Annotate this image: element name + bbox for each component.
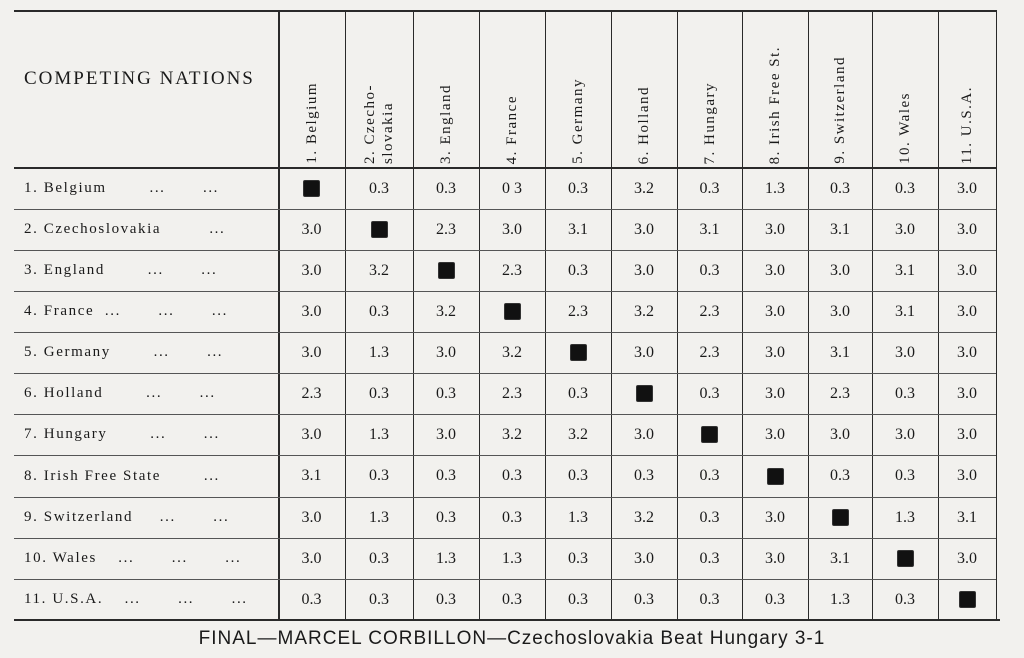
blocked-square-icon — [372, 222, 387, 237]
score-value: 3.0 — [765, 343, 785, 361]
column-header — [808, 14, 872, 164]
score-cell — [808, 373, 872, 414]
score-cell — [345, 291, 413, 332]
score-value: 3.2 — [568, 425, 588, 443]
score-cell — [938, 291, 996, 332]
score-cell — [808, 209, 872, 250]
score-cell — [938, 168, 996, 209]
score-cell — [545, 538, 611, 579]
row-label-text: 7. Hungary ... ... — [24, 426, 220, 442]
score-cell — [808, 250, 872, 291]
row-label-text: 10. Wales ... ... ... — [24, 550, 242, 566]
score-value: 3.0 — [634, 343, 654, 361]
score-cell — [345, 455, 413, 497]
score-value: 2.3 — [436, 220, 456, 238]
score-cell — [345, 579, 413, 620]
score-value: 1.3 — [895, 508, 915, 526]
score-value: 0.3 — [895, 179, 915, 197]
diagonal-cell — [872, 538, 938, 579]
score-value: 0.3 — [436, 590, 456, 608]
score-cell — [345, 373, 413, 414]
score-cell — [545, 455, 611, 497]
column-header — [545, 14, 611, 164]
score-value: 3.0 — [301, 343, 322, 361]
score-value: 3.0 — [301, 261, 322, 279]
diagonal-cell — [611, 373, 677, 414]
score-cell — [479, 538, 545, 579]
score-value: 0.3 — [830, 467, 850, 484]
score-value: 3.0 — [957, 384, 977, 402]
score-value: 3.0 — [634, 425, 654, 443]
final-result-caption: FINAL—MARCEL CORBILLON—Czechoslovakia Beat Hungary 3-1 — [198, 628, 826, 649]
score-cell — [742, 414, 808, 455]
score-cell — [545, 250, 611, 291]
blocked-square-icon — [833, 510, 848, 525]
column-header — [413, 14, 479, 164]
score-cell — [479, 373, 545, 414]
row-label — [24, 414, 276, 455]
row-label — [24, 332, 276, 373]
score-cell — [413, 579, 479, 620]
score-cell — [938, 250, 996, 291]
score-value: 1.3 — [502, 549, 522, 567]
score-cell — [872, 332, 938, 373]
score-value: 3.0 — [957, 220, 977, 238]
score-value: 0.3 — [369, 302, 389, 320]
diagonal-cell — [938, 579, 996, 620]
score-cell — [938, 414, 996, 455]
score-cell — [413, 414, 479, 455]
score-value: 0.3 — [369, 467, 389, 484]
score-value: 0.3 — [568, 179, 588, 197]
score-cell — [677, 455, 742, 497]
score-cell — [872, 455, 938, 497]
score-value: 3.0 — [957, 302, 977, 320]
score-cell — [345, 168, 413, 209]
column-header-label: 1. Belgium — [303, 82, 320, 164]
column-header — [872, 14, 938, 164]
score-cell — [545, 497, 611, 538]
column-header-label: 11. U.S.A. — [959, 85, 975, 164]
score-value: 3.0 — [895, 220, 915, 238]
score-value: 3.1 — [830, 343, 850, 361]
score-cell — [611, 209, 677, 250]
column-header — [938, 14, 996, 164]
score-value: 3.0 — [957, 467, 977, 484]
score-value: 3.2 — [634, 508, 654, 526]
competing-nations-heading: COMPETING NATIONS — [24, 68, 255, 89]
score-cell — [742, 332, 808, 373]
score-value: 3.0 — [895, 343, 915, 361]
score-value: 1.3 — [369, 343, 389, 361]
score-cell — [938, 373, 996, 414]
score-cell — [611, 414, 677, 455]
row-label — [24, 538, 276, 579]
score-cell — [345, 497, 413, 538]
score-value: 3.0 — [436, 343, 456, 361]
score-value: 0.3 — [436, 467, 456, 484]
score-cell — [479, 168, 545, 209]
score-cell — [413, 168, 479, 209]
score-value: 3.0 — [502, 220, 522, 238]
row-label — [24, 168, 276, 209]
score-cell — [677, 373, 742, 414]
row-label-text: 2. Czechoslovakia ... — [24, 221, 226, 237]
diagonal-cell — [345, 209, 413, 250]
score-value: 3.0 — [301, 549, 322, 567]
row-label — [24, 291, 276, 332]
score-cell — [938, 455, 996, 497]
score-cell — [611, 250, 677, 291]
score-cell — [677, 168, 742, 209]
blocked-square-icon — [768, 469, 783, 484]
column-header-label: 5. Germany — [570, 78, 586, 164]
score-value: 0.3 — [436, 508, 456, 526]
diagonal-cell — [742, 455, 808, 497]
score-cell — [278, 414, 345, 455]
score-cell — [278, 579, 345, 620]
diagonal-cell — [278, 168, 345, 209]
score-cell — [479, 455, 545, 497]
score-value: 3.0 — [634, 549, 654, 567]
score-cell — [611, 291, 677, 332]
score-value: 0.3 — [830, 179, 850, 197]
score-cell — [345, 414, 413, 455]
score-cell — [413, 332, 479, 373]
score-cell — [611, 455, 677, 497]
score-value: 0.3 — [895, 384, 915, 402]
score-value: 3.1 — [830, 549, 850, 567]
row-label-text: 5. Germany ... ... — [24, 344, 224, 360]
score-cell — [278, 209, 345, 250]
score-value: 0.3 — [369, 384, 389, 402]
score-value: 3.0 — [957, 343, 977, 361]
row-label-text: 6. Holland ... ... — [24, 385, 216, 401]
score-cell — [742, 538, 808, 579]
score-value: 3.0 — [765, 549, 785, 567]
score-value: 3.0 — [765, 384, 785, 402]
score-cell — [278, 332, 345, 373]
score-cell — [808, 414, 872, 455]
score-cell — [545, 168, 611, 209]
score-value: 0.3 — [568, 261, 588, 279]
score-cell — [413, 209, 479, 250]
score-cell — [872, 291, 938, 332]
score-cell — [938, 538, 996, 579]
score-value: 0.3 — [369, 590, 389, 608]
score-value: 0.3 — [699, 467, 720, 484]
score-value: 0.3 — [568, 467, 588, 484]
score-cell — [938, 332, 996, 373]
row-label — [24, 455, 276, 497]
score-cell — [742, 373, 808, 414]
score-value: 0.3 — [699, 590, 720, 608]
blocked-square-icon — [637, 386, 652, 401]
score-cell — [742, 497, 808, 538]
row-label-text: 11. U.S.A. ... ... ... — [24, 591, 248, 607]
row-label-text: 3. England ... ... — [24, 262, 218, 278]
score-cell — [808, 332, 872, 373]
score-cell — [611, 538, 677, 579]
score-value: 2.3 — [568, 302, 588, 320]
score-value: 0.3 — [765, 590, 785, 608]
score-cell — [808, 538, 872, 579]
score-cell — [278, 538, 345, 579]
score-value: 0.3 — [502, 590, 522, 608]
column-header — [677, 14, 742, 164]
column-header — [345, 14, 413, 164]
column-header-label: 2. Czecho- slovakia — [362, 84, 396, 164]
score-value: 0.3 — [369, 549, 389, 567]
score-cell — [677, 579, 742, 620]
score-cell — [677, 291, 742, 332]
column-header-label: 6. Holland — [636, 85, 652, 164]
score-value: 3.1 — [895, 261, 915, 279]
score-cell — [479, 332, 545, 373]
score-value: 2.3 — [502, 384, 522, 402]
score-value: 1.3 — [369, 508, 389, 526]
score-value: 3.0 — [436, 425, 456, 443]
score-value: 0.3 — [568, 384, 588, 402]
score-value: 3.2 — [502, 343, 522, 361]
row-label-text: 8. Irish Free State ... — [24, 467, 220, 484]
score-cell — [545, 373, 611, 414]
row-label — [24, 209, 276, 250]
score-value: 1.3 — [369, 425, 389, 443]
score-cell — [611, 168, 677, 209]
score-value: 2.3 — [301, 384, 322, 402]
score-cell — [545, 414, 611, 455]
blocked-square-icon — [960, 592, 975, 607]
score-cell — [808, 291, 872, 332]
score-value: 2.3 — [699, 343, 720, 361]
score-value: 3.1 — [895, 302, 915, 320]
score-value: 3.1 — [957, 508, 977, 526]
score-cell — [872, 373, 938, 414]
diagonal-cell — [808, 497, 872, 538]
row-label-text: 1. Belgium ... ... — [24, 180, 220, 196]
score-value: 0.3 — [369, 179, 389, 197]
score-cell — [479, 579, 545, 620]
score-cell — [413, 497, 479, 538]
score-value: 0.3 — [699, 549, 720, 567]
blocked-square-icon — [439, 263, 454, 278]
score-value: 3.0 — [301, 425, 322, 443]
score-cell — [611, 579, 677, 620]
row-label — [24, 497, 276, 538]
blocked-square-icon — [571, 345, 586, 360]
column-header-label: 4. France — [504, 94, 520, 164]
score-cell — [545, 579, 611, 620]
score-value: 0.3 — [301, 590, 322, 608]
blocked-square-icon — [505, 304, 520, 319]
score-value: 0.3 — [895, 590, 915, 608]
score-value: 3.2 — [634, 179, 654, 197]
score-value: 0.3 — [699, 508, 720, 526]
score-cell — [742, 250, 808, 291]
column-header — [611, 14, 677, 164]
score-value: 3.0 — [830, 261, 850, 279]
column-header-label: 9. Switzerland — [832, 56, 848, 164]
score-cell — [479, 497, 545, 538]
score-value: 1.3 — [830, 590, 850, 608]
score-cell — [742, 209, 808, 250]
score-value: 1.3 — [568, 508, 588, 526]
score-cell — [479, 250, 545, 291]
score-cell — [677, 538, 742, 579]
diagonal-cell — [545, 332, 611, 373]
row-label-text: 4. France ... ... ... — [24, 303, 228, 319]
score-cell — [545, 291, 611, 332]
score-value: 0.3 — [436, 179, 456, 197]
score-cell — [742, 291, 808, 332]
score-cell — [938, 497, 996, 538]
score-cell — [345, 538, 413, 579]
score-cell — [742, 579, 808, 620]
score-value: 0.3 — [436, 384, 456, 402]
score-value: 3.0 — [301, 508, 322, 526]
score-cell — [677, 332, 742, 373]
score-value: 1.3 — [765, 179, 785, 197]
score-cell — [479, 414, 545, 455]
blocked-square-icon — [898, 551, 913, 566]
diagonal-cell — [479, 291, 545, 332]
score-value: 3.2 — [634, 302, 654, 320]
score-value: 3.1 — [830, 220, 850, 238]
score-value: 0.3 — [568, 549, 588, 567]
score-cell — [611, 332, 677, 373]
score-cell — [413, 538, 479, 579]
score-cell — [872, 414, 938, 455]
score-cell — [611, 497, 677, 538]
score-value: 3.2 — [502, 425, 522, 443]
score-value: 2.3 — [699, 302, 720, 320]
score-value: 2.3 — [830, 384, 850, 402]
score-cell — [677, 209, 742, 250]
score-value: 3.0 — [957, 549, 977, 567]
score-value: 3.2 — [369, 261, 389, 279]
row-label-text: 9. Switzerland ... ... — [24, 509, 230, 525]
column-header-label: 3. England — [438, 84, 454, 164]
score-cell — [938, 209, 996, 250]
column-header-label: 8. Irish Free St. — [767, 45, 783, 164]
row-label — [24, 579, 276, 620]
score-value: 3.0 — [634, 220, 654, 238]
score-value: 0 3 — [502, 179, 522, 197]
score-cell — [413, 455, 479, 497]
score-value: 0.3 — [699, 179, 720, 197]
score-value: 3.1 — [699, 220, 720, 238]
score-cell — [278, 250, 345, 291]
score-value: 3.0 — [957, 179, 977, 197]
score-value: 3.0 — [957, 261, 977, 279]
column-header — [479, 14, 545, 164]
blocked-square-icon — [304, 181, 319, 196]
score-value: 0.3 — [568, 590, 588, 608]
score-cell — [413, 291, 479, 332]
score-value: 3.1 — [301, 467, 322, 484]
score-cell — [345, 250, 413, 291]
score-value: 3.0 — [765, 261, 785, 279]
column-header — [278, 14, 345, 164]
score-value: 3.1 — [568, 220, 588, 238]
score-value: 3.0 — [765, 508, 785, 526]
score-value: 0.3 — [502, 467, 522, 484]
score-cell — [278, 291, 345, 332]
score-cell — [278, 373, 345, 414]
score-value: 0.3 — [634, 467, 654, 484]
score-cell — [278, 455, 345, 497]
row-label — [24, 250, 276, 291]
score-value: 0.3 — [502, 508, 522, 526]
score-value: 2.3 — [502, 261, 522, 279]
score-cell — [479, 209, 545, 250]
score-value: 3.0 — [895, 425, 915, 443]
diagonal-cell — [413, 250, 479, 291]
score-cell — [808, 168, 872, 209]
score-value: 3.0 — [301, 220, 322, 238]
score-value: 3.0 — [830, 302, 850, 320]
score-value: 3.0 — [765, 302, 785, 320]
score-value: 0.3 — [699, 384, 720, 402]
score-value: 3.0 — [957, 425, 977, 443]
score-value: 3.0 — [830, 425, 850, 443]
score-cell — [872, 209, 938, 250]
score-value: 3.0 — [765, 425, 785, 443]
score-value: 3.0 — [301, 302, 322, 320]
score-cell — [872, 579, 938, 620]
row-label — [24, 373, 276, 414]
column-header-label: 7. Hungary — [701, 81, 718, 164]
score-cell — [742, 168, 808, 209]
table-top-border — [14, 10, 996, 12]
blocked-square-icon — [702, 427, 717, 442]
score-cell — [545, 209, 611, 250]
score-value: 1.3 — [436, 549, 456, 567]
score-cell — [872, 497, 938, 538]
column-divider — [996, 10, 997, 619]
score-cell — [677, 497, 742, 538]
score-cell — [278, 497, 345, 538]
score-value: 3.0 — [765, 220, 785, 238]
score-value: 3.0 — [634, 261, 654, 279]
score-value: 0.3 — [634, 590, 654, 608]
score-cell — [808, 455, 872, 497]
score-value: 3.2 — [436, 302, 456, 320]
score-cell — [677, 250, 742, 291]
score-cell — [872, 168, 938, 209]
column-header-label: 10. Wales — [897, 91, 913, 164]
diagonal-cell — [677, 414, 742, 455]
score-cell — [872, 250, 938, 291]
column-header — [742, 14, 808, 164]
score-value: 0.3 — [699, 261, 720, 279]
score-value: 0.3 — [895, 467, 915, 484]
score-cell — [345, 332, 413, 373]
score-cell — [808, 579, 872, 620]
score-cell — [413, 373, 479, 414]
